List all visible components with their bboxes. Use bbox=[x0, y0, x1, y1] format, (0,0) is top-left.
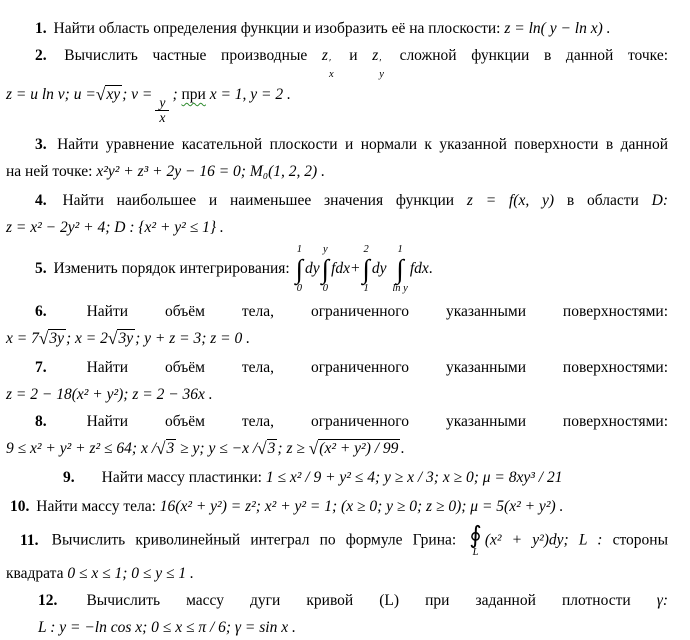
problem-10-formula: 16(x² + y²) = z²; x² + y² = 1; (x ≥ 0; y ≥ 0; z ≥ 0); μ = 5(x² + y²) . bbox=[159, 497, 564, 515]
problem-11-formula-2: 0 ≤ x ≤ 1; 0 ≤ y ≤ 1 . bbox=[67, 564, 194, 582]
partial-derivative-zy bbox=[372, 47, 385, 80]
problem-2-formula-v: v = bbox=[131, 86, 153, 103]
sqrt-expression bbox=[257, 440, 277, 457]
sqrt-symbol: √ bbox=[107, 328, 118, 348]
problem-1-formula: z = ln( y − ln x) . bbox=[504, 20, 611, 37]
problem-12-line-2 bbox=[6, 615, 668, 640]
problem-4-line-1 bbox=[6, 188, 668, 213]
integral-2-upper-limit: y bbox=[323, 243, 328, 255]
problem-10-line bbox=[6, 494, 668, 519]
integral-symbol: ∫ bbox=[295, 253, 304, 284]
period: . bbox=[400, 439, 405, 457]
sqrt-symbol: √ bbox=[156, 438, 166, 458]
sqrt-expression bbox=[96, 86, 122, 103]
problem-5-text: Изменить порядок интегрирования: bbox=[53, 259, 290, 277]
sqrt-body: 3y bbox=[49, 329, 65, 347]
sqrt-body: 3y bbox=[118, 329, 134, 347]
integral-2 bbox=[322, 244, 329, 295]
problem-11-line-1 bbox=[6, 520, 668, 559]
integral-1-upper-limit: 1 bbox=[296, 243, 302, 255]
problem-2-text-1: Вычислить частные производные bbox=[64, 47, 308, 64]
problem-11-text-2: квадрата bbox=[6, 564, 64, 582]
problem-4-number: 4. bbox=[35, 191, 47, 209]
problem-3-text-1: Найти уравнение касательной плоскости и нормали к указанной поверхности в данной bbox=[57, 135, 669, 153]
integral-2-lower-limit: 0 bbox=[322, 282, 328, 294]
sqrt-body: xy bbox=[106, 86, 121, 103]
subscript-y: y bbox=[379, 68, 384, 80]
partial-derivative-zx bbox=[321, 47, 335, 80]
problem-11-number: 11. bbox=[20, 531, 39, 549]
sqrt-expression bbox=[108, 330, 135, 347]
integral-1-lower-limit: 0 bbox=[296, 282, 302, 294]
problem-4-formula-inline: z = f(x, y) bbox=[466, 191, 555, 209]
problem-8-line-1 bbox=[6, 409, 668, 434]
fraction-y-over-x bbox=[155, 96, 169, 126]
problem-1-text: Найти область определения функции и изобразить её на плоскости: bbox=[53, 20, 501, 37]
problem-8-text: Найти объём тела, ограниченного указанными поверхностями: bbox=[86, 412, 669, 430]
sqrt-body: 3 bbox=[166, 439, 175, 457]
prime-symbol: ′ bbox=[328, 58, 332, 69]
problem-2-formula-point: x = 1, y = 2 . bbox=[209, 86, 291, 103]
problem-9-text: Найти массу пластинки: bbox=[101, 468, 262, 486]
problem-11-text: Вычислить криволинейный интеграл по формуле Грина: bbox=[51, 531, 457, 549]
prime-sub-x bbox=[329, 59, 334, 80]
differential-dy: dy bbox=[371, 259, 387, 277]
problem-8-number: 8. bbox=[35, 412, 47, 430]
problem-6-formula-part: ; x = 2 bbox=[66, 329, 108, 347]
problem-5-number: 5. bbox=[35, 259, 47, 277]
integral-symbol: ∫ bbox=[321, 253, 330, 284]
period: . bbox=[428, 259, 433, 277]
integral-3-lower-limit: 1 bbox=[363, 282, 369, 294]
sqrt-body: (x² + y²) / 99 bbox=[319, 439, 399, 457]
problem-7-text: Найти объём тела, ограниченного указанными поверхностями: bbox=[86, 358, 669, 376]
integrand-fdx: fdx bbox=[409, 259, 429, 277]
problem-2-number: 2. bbox=[35, 47, 47, 64]
problem-11-tail: стороны bbox=[612, 531, 668, 549]
problem-12-formula: L : y = −ln cos x; 0 ≤ x ≤ π / 6; γ = sin x . bbox=[38, 618, 296, 636]
integral-1 bbox=[296, 244, 303, 295]
problem-2-formula-u: u = bbox=[73, 86, 96, 103]
problem-3-line-1 bbox=[6, 132, 668, 157]
problem-6-formula-part: x = 7 bbox=[6, 329, 39, 347]
problem-8-formula-part: ; z ≥ bbox=[277, 439, 305, 457]
problem-3-line-2 bbox=[6, 159, 668, 184]
contour-integral-symbol: ∮ bbox=[469, 520, 482, 549]
integral-3 bbox=[362, 244, 369, 295]
integral-4 bbox=[392, 244, 407, 295]
contour-integral-lower-limit: L bbox=[472, 546, 479, 558]
problem-4-text-1: Найти наибольшее и наименьшее значения функции bbox=[62, 191, 455, 209]
problem-2-conjunction: и bbox=[349, 47, 358, 64]
problem-6-text: Найти объём тела, ограниченного указанными поверхностями: bbox=[86, 302, 669, 320]
problem-12-text: Вычислить массу дуги кривой (L) при заданной плотности bbox=[86, 591, 631, 609]
problem-7-line-2 bbox=[6, 382, 668, 407]
spellcheck-word: при bbox=[181, 86, 206, 103]
problem-8-line-2 bbox=[6, 436, 668, 461]
problem-8-formula-part: ≥ y; y ≤ −x / bbox=[180, 439, 258, 457]
problem-11-line-2 bbox=[6, 561, 668, 586]
separator: ; bbox=[122, 86, 128, 103]
problem-2-line-1 bbox=[6, 43, 668, 80]
integral-4-lower-limit: ln y bbox=[392, 282, 408, 294]
problem-7-line-1 bbox=[6, 355, 668, 380]
problem-4-line-2 bbox=[6, 215, 668, 240]
problem-3-formula: x²y² + z³ + 2y − 16 = 0; M₀(1, 2, 2) . bbox=[96, 162, 325, 180]
integrand-fdx: fdx bbox=[331, 259, 350, 277]
separator: ; bbox=[172, 86, 178, 103]
problem-10-text: Найти массу тела: bbox=[36, 497, 156, 515]
problem-12-line-1 bbox=[6, 588, 668, 613]
problem-9-line bbox=[6, 465, 668, 490]
subscript-x: x bbox=[328, 68, 334, 80]
problem-12-number: 12. bbox=[38, 591, 58, 609]
prime-symbol: ′ bbox=[379, 58, 382, 69]
problem-2-formula-z: z = u ln v; bbox=[6, 86, 70, 103]
integral-3-upper-limit: 2 bbox=[363, 243, 369, 255]
sqrt-body: 3 bbox=[267, 439, 276, 457]
problem-2-text-2: сложной функции в данной точке: bbox=[399, 47, 669, 64]
integral-symbol: ∫ bbox=[362, 253, 370, 284]
problem-1-line bbox=[6, 16, 668, 41]
sqrt-expression bbox=[156, 440, 176, 457]
integral-4-upper-limit: 1 bbox=[397, 243, 403, 255]
sqrt-symbol: √ bbox=[308, 438, 319, 458]
problem-9-number: 9. bbox=[63, 468, 75, 486]
problem-6-line-1 bbox=[6, 299, 668, 324]
problem-4-text-2: в области bbox=[566, 191, 639, 209]
problem-3-text-2: на ней точке: bbox=[6, 162, 93, 180]
gamma-symbol: γ: bbox=[656, 591, 669, 609]
sqrt-expression bbox=[39, 330, 66, 347]
sqrt-symbol: √ bbox=[95, 85, 106, 104]
problem-4-formula: z = x² − 2y² + 4; D : {x² + y² ≤ 1} . bbox=[6, 218, 224, 236]
problem-1-number: 1. bbox=[35, 20, 47, 37]
problem-3-number: 3. bbox=[35, 135, 47, 153]
sqrt-symbol: √ bbox=[38, 328, 49, 348]
var-z: z bbox=[321, 47, 328, 64]
problem-5-line bbox=[6, 244, 668, 295]
problem-10-number: 10. bbox=[10, 497, 30, 515]
var-z: z bbox=[372, 47, 379, 64]
problem-7-number: 7. bbox=[35, 358, 47, 376]
problem-11-formula: (x² + y²)dy; L : bbox=[484, 531, 603, 549]
problem-2-line-2 bbox=[6, 82, 668, 126]
fraction-numerator: y bbox=[159, 95, 166, 111]
plus-sign: + bbox=[350, 259, 361, 277]
problem-6-line-2 bbox=[6, 326, 668, 351]
contour-integral bbox=[469, 520, 482, 559]
problem-6-number: 6. bbox=[35, 302, 47, 320]
problem-9-formula: 1 ≤ x² / 9 + y² ≤ 4; y ≥ x / 3; x ≥ 0; μ = 8xy³ / 21 bbox=[265, 468, 563, 486]
differential-dy: dy bbox=[305, 259, 320, 277]
problem-8-formula-part: 9 ≤ x² + y² + z² ≤ 64; x / bbox=[6, 439, 157, 457]
problem-6-formula-part: ; y + z = 3; z = 0 . bbox=[135, 329, 250, 347]
sqrt-symbol: √ bbox=[257, 438, 267, 458]
problem-7-formula: z = 2 − 18(x² + y²); z = 2 − 36x . bbox=[6, 385, 213, 403]
problem-4-domain: D: bbox=[651, 191, 668, 209]
prime-sub-y bbox=[379, 59, 384, 80]
sqrt-expression bbox=[309, 440, 401, 457]
integral-symbol: ∫ bbox=[396, 253, 404, 284]
fraction-denominator: x bbox=[155, 110, 169, 125]
